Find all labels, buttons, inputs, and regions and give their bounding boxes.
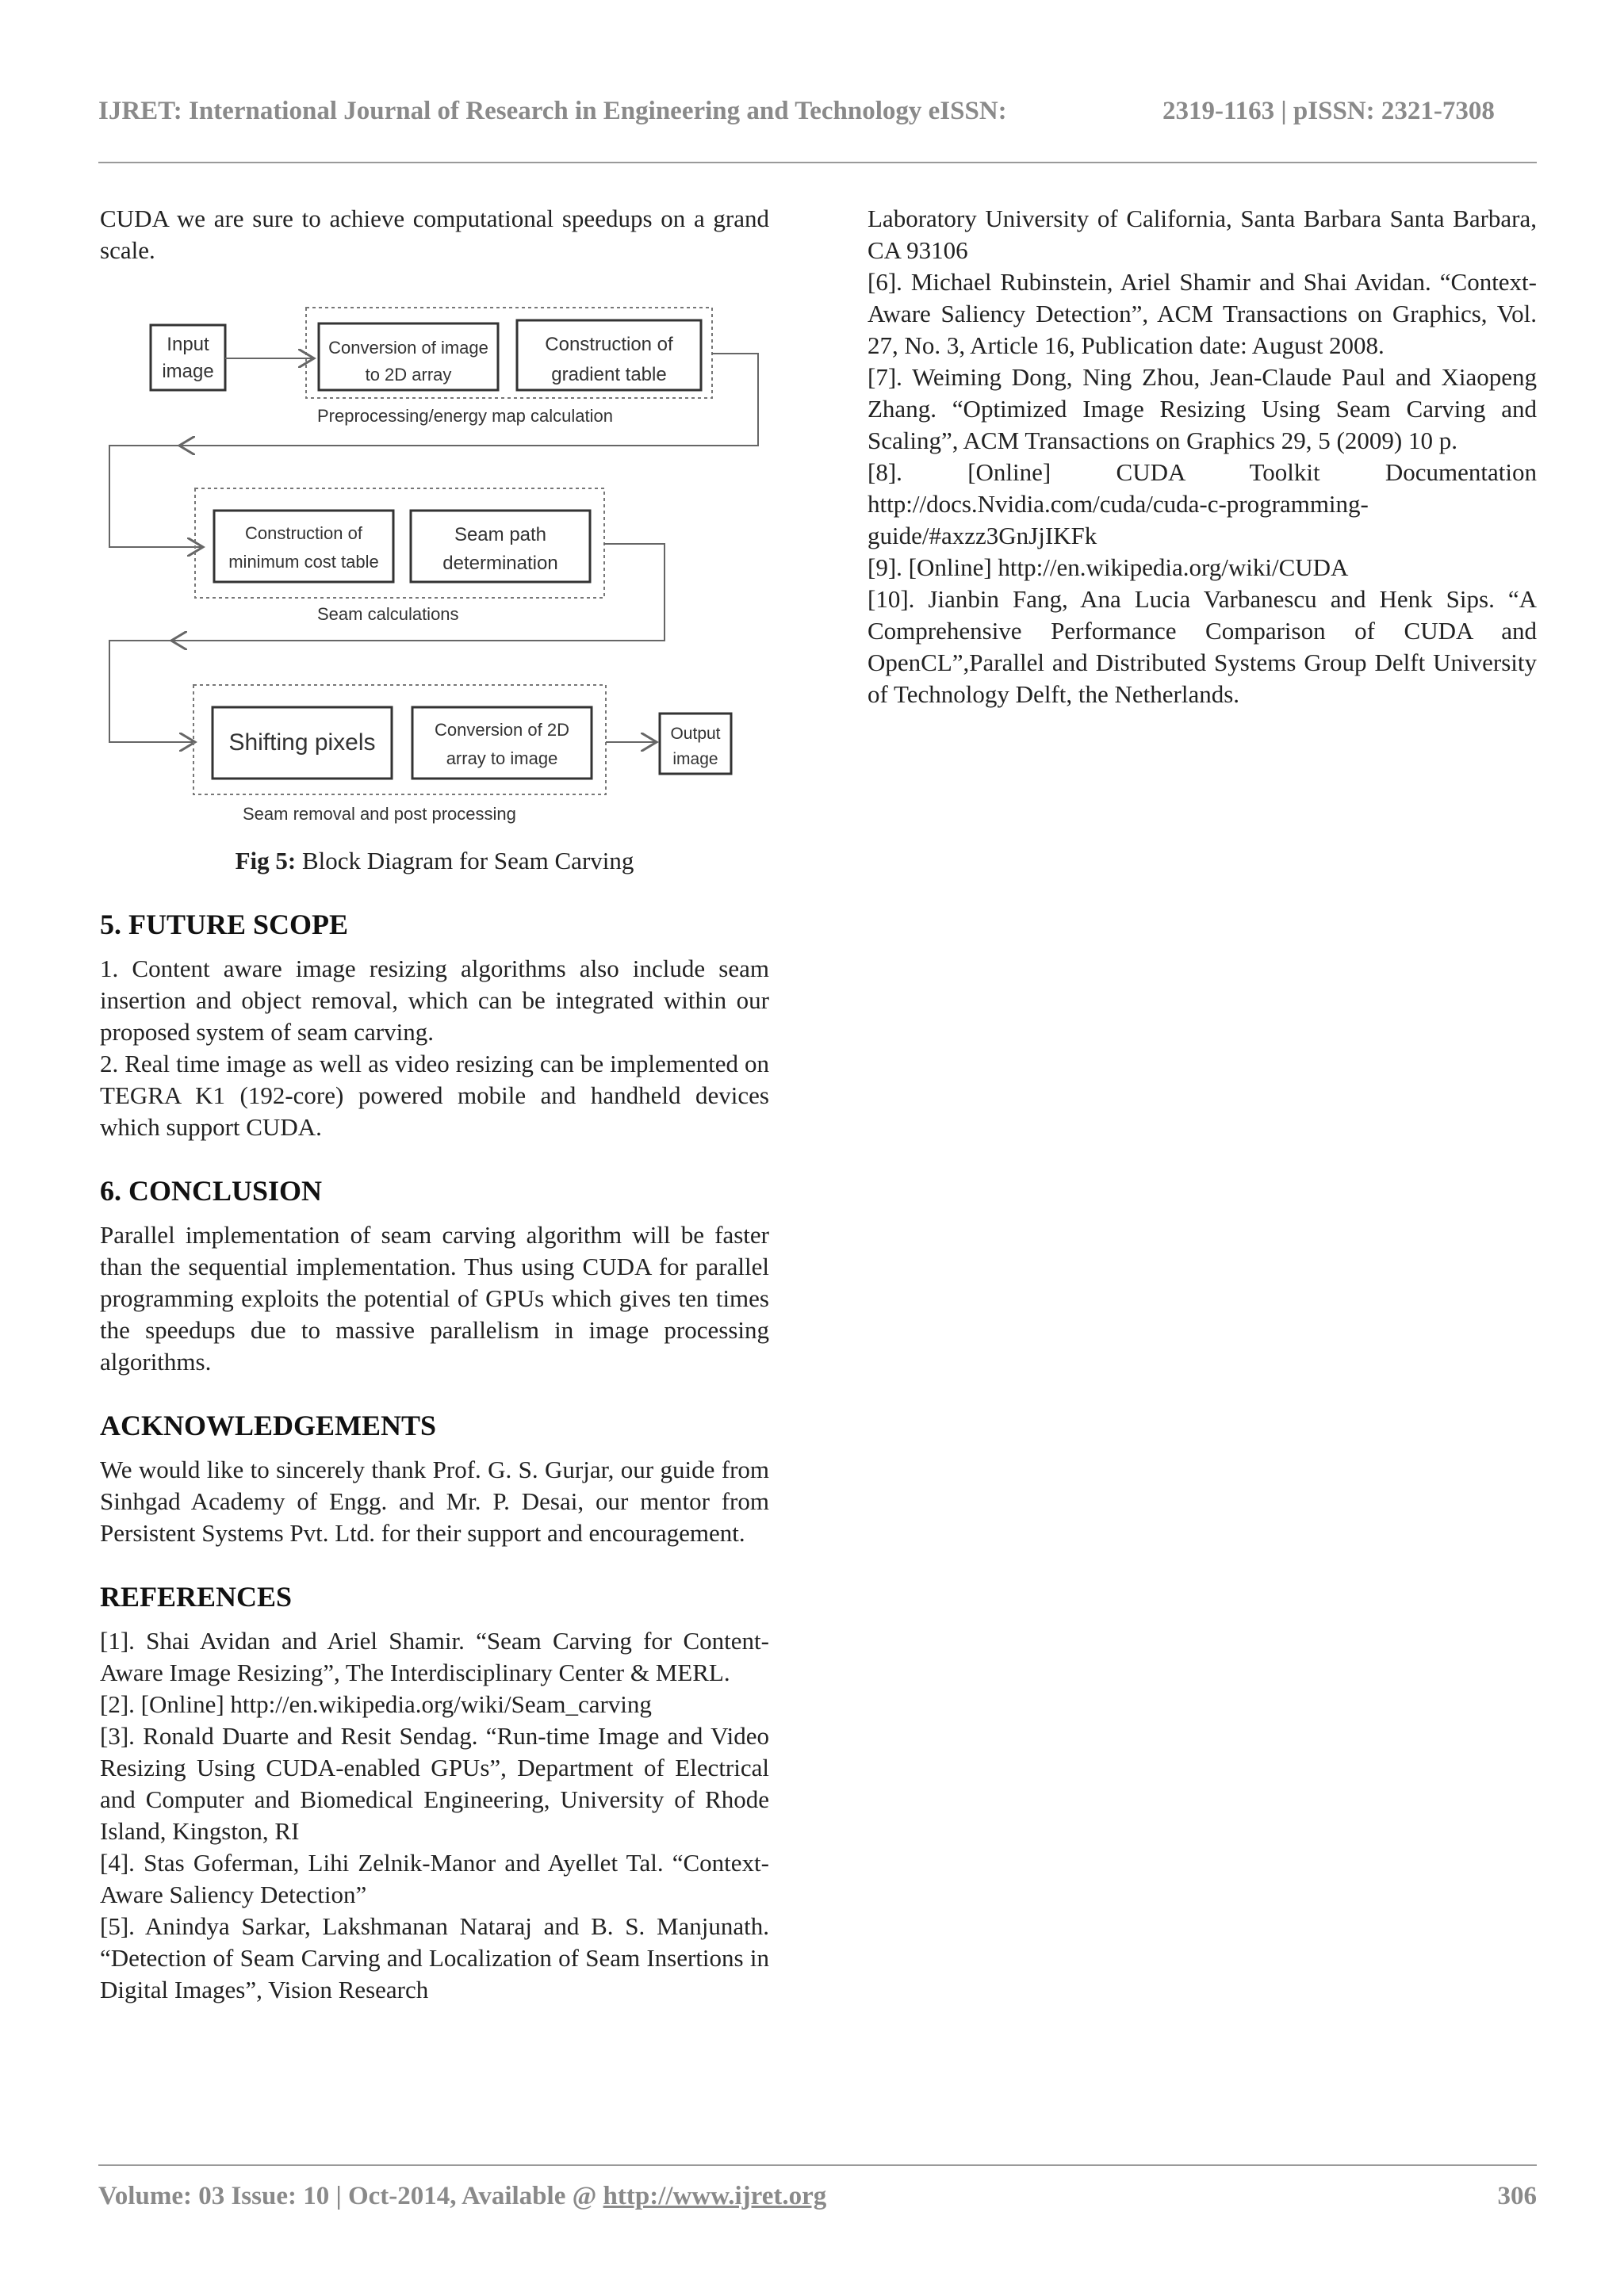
future-scope-item-1: 1. Content aware image resizing algorithms also include seam insertion and object removal, which can be integrated within our proposed system of seam carving.	[100, 955, 769, 1046]
seam-calculations-label: Seam calculations	[317, 604, 459, 624]
acknowledgements-text: We would like to sincerely thank Prof. G. S. Gurjar, our guide from Sinhgad Academy of Engg. and Mr. P. Desai, our mentor from Persistent Systems Pvt. Ltd. for their support and encouragement.	[100, 1456, 769, 1547]
conversion-to-image-text: Conversion of 2D array to image	[435, 720, 569, 768]
future-scope-section	[100, 907, 769, 1143]
future-scope-heading: 5. FUTURE SCOPE	[100, 909, 349, 940]
future-scope-item-2: 2. Real time image as well as video resizing can be implemented on TEGRA K1 (192-core) powered mobile and handheld devices which support CUDA.	[100, 1050, 769, 1141]
shifting-pixels-text: Shifting pixels	[228, 729, 376, 756]
page-footer	[98, 2182, 1537, 2211]
journal-title: IJRET: International Journal of Research in Engineering and Technology eISSN:	[98, 97, 1007, 125]
figure-caption	[100, 845, 769, 877]
left-column	[100, 203, 769, 2006]
reference-6: [6]. Michael Rubinstein, Ariel Shamir and Shai Avidan. “Context-Aware Saliency Detection”, ACM Transactions on Graphics, Vol. 27, No. 3, Article 16, Publication date: August 2008.	[868, 268, 1537, 359]
conclusion-section	[100, 1173, 769, 1378]
reference-2: [2]. [Online] http://en.wikipedia.org/wiki/Seam_carving	[100, 1690, 652, 1718]
header-divider	[98, 162, 1537, 163]
input-image-text: Input image	[162, 334, 214, 382]
caption-text: Block Diagram for Seam Carving	[296, 847, 634, 874]
reference-1: [1]. Shai Avidan and Ariel Shamir. “Seam Carving for Content-Aware Image Resizing”, The Interdisciplinary Center & MERL.	[100, 1627, 769, 1686]
caption-prefix: Fig 5:	[235, 847, 297, 874]
reference-5: [5]. Anindya Sarkar, Lakshmanan Nataraj and B. S. Manjunath. “Detection of Seam Carving and Localization of Seam Insertions in Digital Images”, Vision Research	[100, 1912, 769, 2003]
conclusion-heading: 6. CONCLUSION	[100, 1175, 323, 1207]
output-image-text: Output image	[670, 725, 721, 768]
page-number: 306	[1497, 2182, 1537, 2210]
footer-divider	[98, 2164, 1537, 2166]
conclusion-text: Parallel implementation of seam carving algorithm will be faster than the sequential implementation. Thus using CUDA for parallel programming exploits the potential of GPUs which gives ten times the speedups due to massive parallelism in image processing algorithms.	[100, 1221, 769, 1376]
running-header	[98, 97, 1510, 126]
seam-path-text: Seam path determination	[442, 524, 558, 574]
reference-8: [8]. [Online] CUDA Toolkit Documentation http://docs.Nvidia.com/cuda/cuda-c-programming-guide/#axzz3GnJjIKFk	[868, 458, 1537, 549]
reference-10: [10]. Jianbin Fang, Ana Lucia Varbanescu and Henk Sips. “A Comprehensive Performance Comparison of CUDA and OpenCL”,Parallel and Distributed Systems Group Delft University of Technology Delft, the Netherlands.	[868, 585, 1537, 708]
references-section	[100, 1579, 769, 2006]
reference-7: [7]. Weiming Dong, Ning Zhou, Jean-Claude Paul and Xiaopeng Zhang. “Optimized Image Resizing Using Seam Carving and Scaling”, ACM Transactions on Graphics 29, 5 (2009) 10 p.	[868, 363, 1537, 454]
conversion-to-array-text: Conversion of image to 2D array	[328, 338, 488, 385]
right-column	[868, 203, 1537, 710]
references-heading: REFERENCES	[100, 1581, 293, 1613]
block-diagram-figure	[100, 290, 769, 845]
intro-paragraph: CUDA we are sure to achieve computational speedups on a grand scale.	[100, 205, 769, 264]
minimum-cost-text: Construction of minimum cost table	[228, 523, 379, 572]
acknowledgements-section	[100, 1408, 769, 1549]
reference-4: [4]. Stas Goferman, Lihi Zelnik-Manor and Ayellet Tal. “Context-Aware Saliency Detection”	[100, 1849, 769, 1908]
gradient-table-text: Construction of gradient table	[545, 334, 673, 385]
journal-link[interactable]: http://www.ijret.org	[603, 2182, 827, 2210]
issn-numbers: 2319-1163 | pISSN: 2321-7308	[1162, 97, 1495, 125]
reference-9: [9]. [Online] http://en.wikipedia.org/wiki/CUDA	[868, 553, 1349, 581]
reference-5-continued: Laboratory University of California, Santa Barbara Santa Barbara, CA 93106	[868, 205, 1537, 264]
acknowledgements-heading: ACKNOWLEDGEMENTS	[100, 1410, 437, 1441]
reference-3: [3]. Ronald Duarte and Resit Sendag. “Run-time Image and Video Resizing Using CUDA-enabled GPUs”, Department of Electrical and Computer and Biomedical Engineering, University of Rhode Island, Kingston, RI	[100, 1722, 769, 1845]
volume-info: Volume: 03 Issue: 10 | Oct-2014, Available @	[98, 2182, 603, 2210]
block-diagram	[100, 290, 769, 845]
seam-removal-label: Seam removal and post processing	[243, 804, 516, 824]
preprocessing-label: Preprocessing/energy map calculation	[317, 406, 613, 426]
